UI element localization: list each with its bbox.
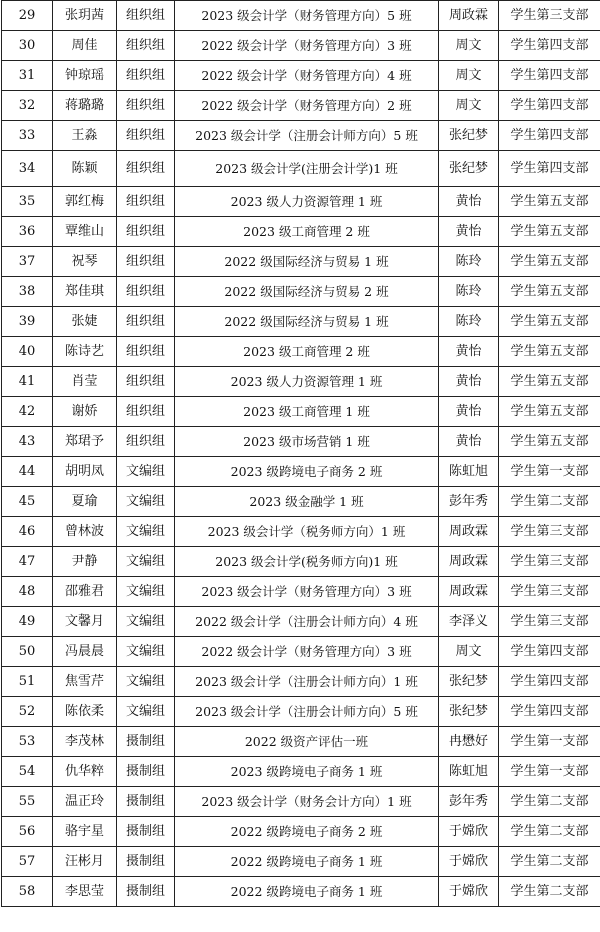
group-name-cell: 文编组 <box>117 457 175 487</box>
group-name-cell: 摄制组 <box>117 817 175 847</box>
table-row <box>2 877 600 907</box>
branch-name-cell: 学生第四支部 <box>499 31 600 61</box>
branch-name-cell: 学生第五支部 <box>499 277 600 307</box>
branch-name-cell: 学生第二支部 <box>499 877 600 907</box>
member-name-cell: 汪彬月 <box>53 847 117 877</box>
class-name-cell: 2023 级人力资源管理 1 班 <box>175 367 439 397</box>
row-number-cell: 44 <box>2 457 53 487</box>
branch-name-cell: 学生第五支部 <box>499 187 600 217</box>
table-row <box>2 277 600 307</box>
class-name-cell: 2023 级会计学(税务师方向)1 班 <box>175 547 439 577</box>
member-name-cell: 肖莹 <box>53 367 117 397</box>
contact-person-cell: 周文 <box>439 637 499 667</box>
member-name-cell: 夏瑜 <box>53 487 117 517</box>
class-name-cell: 2022 级会计学（注册会计师方向）4 班 <box>175 607 439 637</box>
group-name-cell: 组织组 <box>117 31 175 61</box>
group-name-cell: 组织组 <box>117 61 175 91</box>
member-name-cell: 陈诗艺 <box>53 337 117 367</box>
table-row <box>2 547 600 577</box>
row-number-cell: 53 <box>2 727 53 757</box>
table-row <box>2 457 600 487</box>
row-number-cell: 35 <box>2 187 53 217</box>
group-name-cell: 文编组 <box>117 697 175 727</box>
member-name-cell: 陈依柔 <box>53 697 117 727</box>
group-name-cell: 组织组 <box>117 247 175 277</box>
table-row <box>2 91 600 121</box>
row-number-cell: 58 <box>2 877 53 907</box>
class-name-cell: 2022 级资产评估一班 <box>175 727 439 757</box>
row-number-cell: 33 <box>2 121 53 151</box>
class-name-cell: 2022 级国际经济与贸易 1 班 <box>175 307 439 337</box>
branch-name-cell: 学生第四支部 <box>499 121 600 151</box>
class-name-cell: 2023 级工商管理 2 班 <box>175 337 439 367</box>
row-number-cell: 41 <box>2 367 53 397</box>
row-number-cell: 37 <box>2 247 53 277</box>
row-number-cell: 34 <box>2 151 53 187</box>
row-number-cell: 40 <box>2 337 53 367</box>
member-name-cell: 张玥茜 <box>53 1 117 31</box>
branch-name-cell: 学生第四支部 <box>499 91 600 121</box>
class-name-cell: 2023 级会计学（财务管理方向）5 班 <box>175 1 439 31</box>
group-name-cell: 组织组 <box>117 1 175 31</box>
group-name-cell: 组织组 <box>117 367 175 397</box>
table-row <box>2 247 600 277</box>
contact-person-cell: 黄怡 <box>439 337 499 367</box>
row-number-cell: 48 <box>2 577 53 607</box>
class-name-cell: 2022 级跨境电子商务 2 班 <box>175 817 439 847</box>
member-name-cell: 李茂林 <box>53 727 117 757</box>
table-body <box>2 1 600 907</box>
branch-name-cell: 学生第五支部 <box>499 307 600 337</box>
contact-person-cell: 周文 <box>439 91 499 121</box>
contact-person-cell: 黄怡 <box>439 367 499 397</box>
class-name-cell: 2022 级会计学（财务管理方向）2 班 <box>175 91 439 121</box>
member-name-cell: 郑珺予 <box>53 427 117 457</box>
row-number-cell: 45 <box>2 487 53 517</box>
class-name-cell: 2023 级会计学（财务会计方向）1 班 <box>175 787 439 817</box>
class-name-cell: 2022 级国际经济与贸易 1 班 <box>175 247 439 277</box>
branch-name-cell: 学生第一支部 <box>499 457 600 487</box>
contact-person-cell: 于嫦欣 <box>439 817 499 847</box>
group-name-cell: 摄制组 <box>117 727 175 757</box>
group-name-cell: 组织组 <box>117 427 175 457</box>
member-name-cell: 谢娇 <box>53 397 117 427</box>
row-number-cell: 52 <box>2 697 53 727</box>
member-name-cell: 张婕 <box>53 307 117 337</box>
group-name-cell: 摄制组 <box>117 877 175 907</box>
table-row <box>2 847 600 877</box>
group-name-cell: 摄制组 <box>117 847 175 877</box>
table-row <box>2 367 600 397</box>
member-name-cell: 文馨月 <box>53 607 117 637</box>
class-name-cell: 2022 级跨境电子商务 1 班 <box>175 877 439 907</box>
row-number-cell: 29 <box>2 1 53 31</box>
branch-name-cell: 学生第二支部 <box>499 817 600 847</box>
row-number-cell: 43 <box>2 427 53 457</box>
table-row <box>2 151 600 187</box>
member-name-cell: 胡明凤 <box>53 457 117 487</box>
branch-name-cell: 学生第二支部 <box>499 787 600 817</box>
branch-name-cell: 学生第三支部 <box>499 547 600 577</box>
table-row <box>2 517 600 547</box>
class-name-cell: 2022 级跨境电子商务 1 班 <box>175 847 439 877</box>
branch-name-cell: 学生第二支部 <box>499 847 600 877</box>
group-name-cell: 组织组 <box>117 91 175 121</box>
table-row <box>2 787 600 817</box>
contact-person-cell: 李泽义 <box>439 607 499 637</box>
table-row <box>2 307 600 337</box>
row-number-cell: 30 <box>2 31 53 61</box>
contact-person-cell: 黄怡 <box>439 187 499 217</box>
table-row <box>2 121 600 151</box>
group-name-cell: 组织组 <box>117 151 175 187</box>
branch-name-cell: 学生第五支部 <box>499 427 600 457</box>
group-name-cell: 摄制组 <box>117 787 175 817</box>
table-row <box>2 217 600 247</box>
member-name-cell: 李思莹 <box>53 877 117 907</box>
class-name-cell: 2022 级国际经济与贸易 2 班 <box>175 277 439 307</box>
branch-name-cell: 学生第四支部 <box>499 637 600 667</box>
contact-person-cell: 陈玲 <box>439 277 499 307</box>
contact-person-cell: 于嫦欣 <box>439 877 499 907</box>
member-name-cell: 尹静 <box>53 547 117 577</box>
table-row <box>2 577 600 607</box>
row-number-cell: 56 <box>2 817 53 847</box>
member-name-cell: 焦雪芹 <box>53 667 117 697</box>
table-row <box>2 427 600 457</box>
table-row <box>2 187 600 217</box>
class-name-cell: 2023 级金融学 1 班 <box>175 487 439 517</box>
branch-name-cell: 学生第五支部 <box>499 337 600 367</box>
member-name-cell: 冯晨晨 <box>53 637 117 667</box>
branch-name-cell: 学生第三支部 <box>499 577 600 607</box>
table-row <box>2 337 600 367</box>
contact-person-cell: 陈玲 <box>439 307 499 337</box>
row-number-cell: 51 <box>2 667 53 697</box>
group-name-cell: 组织组 <box>117 277 175 307</box>
branch-name-cell: 学生第三支部 <box>499 1 600 31</box>
group-name-cell: 文编组 <box>117 607 175 637</box>
row-number-cell: 42 <box>2 397 53 427</box>
member-name-cell: 骆宇星 <box>53 817 117 847</box>
contact-person-cell: 黄怡 <box>439 427 499 457</box>
class-name-cell: 2023 级工商管理 2 班 <box>175 217 439 247</box>
member-name-cell: 王淼 <box>53 121 117 151</box>
table-row <box>2 487 600 517</box>
table-row <box>2 667 600 697</box>
row-number-cell: 38 <box>2 277 53 307</box>
row-number-cell: 31 <box>2 61 53 91</box>
contact-person-cell: 张纪梦 <box>439 697 499 727</box>
group-name-cell: 文编组 <box>117 577 175 607</box>
branch-name-cell: 学生第二支部 <box>499 487 600 517</box>
contact-person-cell: 黄怡 <box>439 217 499 247</box>
branch-name-cell: 学生第五支部 <box>499 397 600 427</box>
branch-name-cell: 学生第四支部 <box>499 667 600 697</box>
member-name-cell: 覃维山 <box>53 217 117 247</box>
table-row <box>2 61 600 91</box>
row-number-cell: 46 <box>2 517 53 547</box>
row-number-cell: 50 <box>2 637 53 667</box>
group-name-cell: 文编组 <box>117 667 175 697</box>
contact-person-cell: 周政霖 <box>439 577 499 607</box>
member-name-cell: 邵雅君 <box>53 577 117 607</box>
class-name-cell: 2022 级会计学（财务管理方向）3 班 <box>175 637 439 667</box>
group-name-cell: 文编组 <box>117 637 175 667</box>
contact-person-cell: 黄怡 <box>439 397 499 427</box>
contact-person-cell: 张纪梦 <box>439 151 499 187</box>
contact-person-cell: 周文 <box>439 61 499 91</box>
branch-name-cell: 学生第一支部 <box>499 757 600 787</box>
contact-person-cell: 张纪梦 <box>439 667 499 697</box>
group-name-cell: 组织组 <box>117 187 175 217</box>
member-name-cell: 蒋璐璐 <box>53 91 117 121</box>
row-number-cell: 32 <box>2 91 53 121</box>
row-number-cell: 36 <box>2 217 53 247</box>
class-name-cell: 2023 级工商管理 1 班 <box>175 397 439 427</box>
table-row <box>2 697 600 727</box>
branch-name-cell: 学生第四支部 <box>499 151 600 187</box>
contact-person-cell: 陈虹旭 <box>439 757 499 787</box>
class-name-cell: 2022 级会计学（财务管理方向）4 班 <box>175 61 439 91</box>
branch-name-cell: 学生第五支部 <box>499 217 600 247</box>
member-name-cell: 曾林波 <box>53 517 117 547</box>
class-name-cell: 2022 级会计学（财务管理方向）3 班 <box>175 31 439 61</box>
member-table <box>1 0 600 907</box>
table-row <box>2 31 600 61</box>
table-row <box>2 757 600 787</box>
contact-person-cell: 彭年秀 <box>439 487 499 517</box>
class-name-cell: 2023 级会计学（注册会计师方向）5 班 <box>175 121 439 151</box>
group-name-cell: 文编组 <box>117 517 175 547</box>
table-row <box>2 817 600 847</box>
row-number-cell: 47 <box>2 547 53 577</box>
branch-name-cell: 学生第四支部 <box>499 61 600 91</box>
row-number-cell: 57 <box>2 847 53 877</box>
contact-person-cell: 周政霖 <box>439 547 499 577</box>
table-row <box>2 1 600 31</box>
class-name-cell: 2023 级会计学（税务师方向）1 班 <box>175 517 439 547</box>
contact-person-cell: 陈玲 <box>439 247 499 277</box>
branch-name-cell: 学生第一支部 <box>499 727 600 757</box>
branch-name-cell: 学生第五支部 <box>499 367 600 397</box>
member-name-cell: 郭红梅 <box>53 187 117 217</box>
contact-person-cell: 陈虹旭 <box>439 457 499 487</box>
class-name-cell: 2023 级市场营销 1 班 <box>175 427 439 457</box>
branch-name-cell: 学生第五支部 <box>499 247 600 277</box>
group-name-cell: 文编组 <box>117 487 175 517</box>
class-name-cell: 2023 级会计学(注册会计学)1 班 <box>175 151 439 187</box>
table-row <box>2 397 600 427</box>
member-name-cell: 陈颖 <box>53 151 117 187</box>
row-number-cell: 49 <box>2 607 53 637</box>
group-name-cell: 文编组 <box>117 547 175 577</box>
group-name-cell: 组织组 <box>117 217 175 247</box>
class-name-cell: 2023 级跨境电子商务 1 班 <box>175 757 439 787</box>
table-row <box>2 607 600 637</box>
branch-name-cell: 学生第四支部 <box>499 697 600 727</box>
branch-name-cell: 学生第三支部 <box>499 607 600 637</box>
class-name-cell: 2023 级会计学（财务管理方向）3 班 <box>175 577 439 607</box>
member-name-cell: 温正玲 <box>53 787 117 817</box>
row-number-cell: 55 <box>2 787 53 817</box>
contact-person-cell: 冉懋好 <box>439 727 499 757</box>
class-name-cell: 2023 级人力资源管理 1 班 <box>175 187 439 217</box>
row-number-cell: 54 <box>2 757 53 787</box>
branch-name-cell: 学生第三支部 <box>499 517 600 547</box>
contact-person-cell: 彭年秀 <box>439 787 499 817</box>
contact-person-cell: 于嫦欣 <box>439 847 499 877</box>
table-row <box>2 727 600 757</box>
group-name-cell: 组织组 <box>117 307 175 337</box>
contact-person-cell: 周文 <box>439 31 499 61</box>
member-name-cell: 仇华粹 <box>53 757 117 787</box>
contact-person-cell: 周政霖 <box>439 517 499 547</box>
class-name-cell: 2023 级跨境电子商务 2 班 <box>175 457 439 487</box>
row-number-cell: 39 <box>2 307 53 337</box>
group-name-cell: 组织组 <box>117 121 175 151</box>
class-name-cell: 2023 级会计学（注册会计师方向）1 班 <box>175 667 439 697</box>
member-name-cell: 郑佳琪 <box>53 277 117 307</box>
group-name-cell: 组织组 <box>117 397 175 427</box>
group-name-cell: 摄制组 <box>117 757 175 787</box>
member-name-cell: 钟琼瑶 <box>53 61 117 91</box>
group-name-cell: 组织组 <box>117 337 175 367</box>
contact-person-cell: 张纪梦 <box>439 121 499 151</box>
table-row <box>2 637 600 667</box>
class-name-cell: 2023 级会计学（注册会计师方向）5 班 <box>175 697 439 727</box>
member-name-cell: 周佳 <box>53 31 117 61</box>
member-name-cell: 祝琴 <box>53 247 117 277</box>
contact-person-cell: 周政霖 <box>439 1 499 31</box>
